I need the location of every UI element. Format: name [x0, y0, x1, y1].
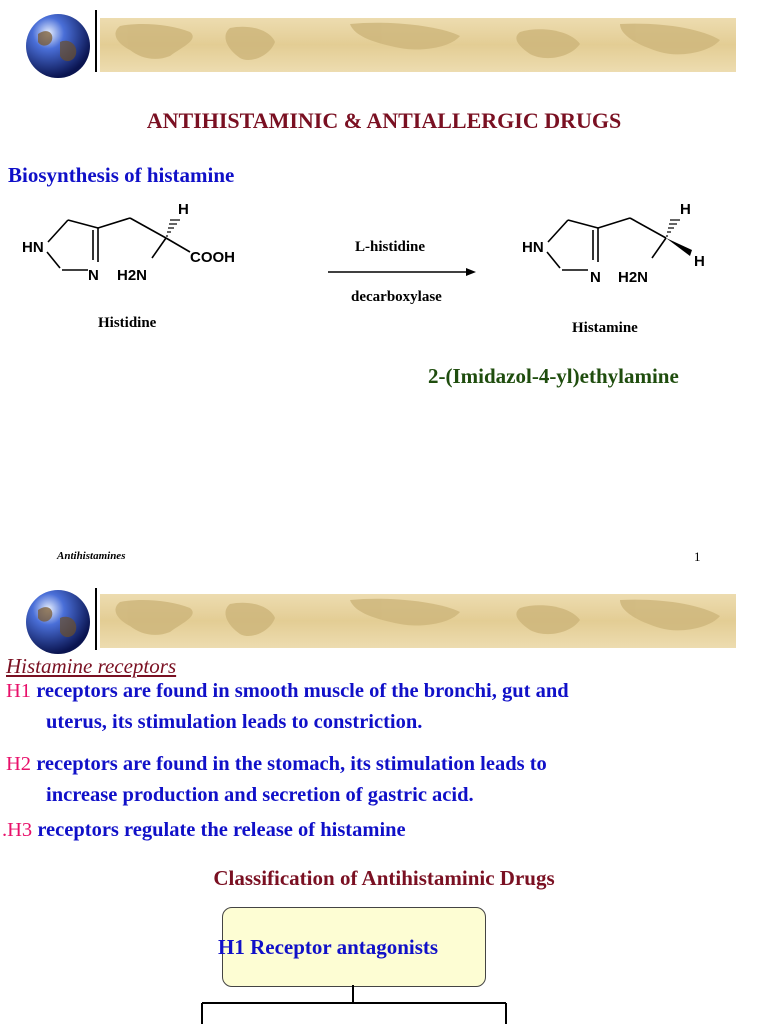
- atom-hn: HN: [22, 239, 44, 256]
- banner-divider: [95, 10, 97, 72]
- slide-title: ANTIHISTAMINIC & ANTIALLERGIC DRUGS: [146, 108, 622, 133]
- atom-n: N: [590, 269, 601, 286]
- receptor-line1: receptors are found in the stomach, its stimulation leads to: [31, 753, 547, 775]
- receptor-line1: receptors regulate the release of histamine: [32, 819, 406, 841]
- atom-n: N: [88, 267, 99, 284]
- receptor-line2: uterus, its stimulation leads to constriction.: [46, 711, 423, 733]
- world-map-icon: [100, 18, 736, 72]
- atom-h-top: H: [680, 201, 691, 218]
- receptor-code: H1: [6, 680, 32, 702]
- world-map-strip: [100, 18, 736, 72]
- enzyme-name-line2: decarboxylase: [351, 289, 442, 305]
- receptor-line2: increase production and secretion of gastric acid.: [46, 784, 474, 806]
- globe-icon: [24, 588, 92, 656]
- atom-h2n: H2N: [618, 269, 649, 286]
- h1-antagonists-label: H1 Receptor antagonists: [218, 935, 439, 959]
- receptor-h1: [6, 676, 746, 738]
- world-map-strip: [100, 594, 736, 648]
- receptor-h3: [2, 815, 742, 846]
- histidine-label: Histidine: [98, 315, 157, 331]
- page-number: 1: [694, 549, 701, 564]
- biosynthesis-heading: Biosynthesis of histamine: [8, 163, 235, 187]
- atom-h: H: [178, 201, 189, 218]
- receptor-code: H3: [7, 819, 33, 841]
- atom-cooh: COOH: [190, 249, 235, 266]
- receptor-prefix: .: [2, 819, 8, 841]
- world-map-icon: [100, 594, 736, 648]
- receptor-line1: receptors are found in smooth muscle of the bronchi, gut and: [31, 680, 569, 702]
- atom-h2n: H2N: [117, 267, 148, 284]
- enzyme-name-line1: L-histidine: [355, 239, 426, 255]
- slide1-banner: [0, 8, 768, 86]
- running-title: Antihistamines: [57, 550, 126, 562]
- receptor-h2: [6, 749, 746, 811]
- histidine-structure: [0, 190, 290, 300]
- banner-divider: [95, 588, 97, 650]
- atom-hn: HN: [522, 239, 544, 256]
- iupac-name: 2-(Imidazol-4-yl)ethylamine: [428, 364, 679, 388]
- slide2-banner: [0, 586, 768, 664]
- classification-tree-lines: [0, 985, 768, 1024]
- classification-heading: Classification of Antihistaminic Drugs: [213, 866, 555, 890]
- histamine-label: Histamine: [572, 320, 638, 336]
- globe-icon: [24, 12, 92, 80]
- atom-h-right: H: [694, 253, 705, 270]
- receptors-heading: Histamine receptors: [6, 654, 177, 678]
- reaction-arrow-icon: [328, 264, 478, 280]
- histamine-structure: [500, 190, 730, 300]
- receptor-code: H2: [6, 753, 32, 775]
